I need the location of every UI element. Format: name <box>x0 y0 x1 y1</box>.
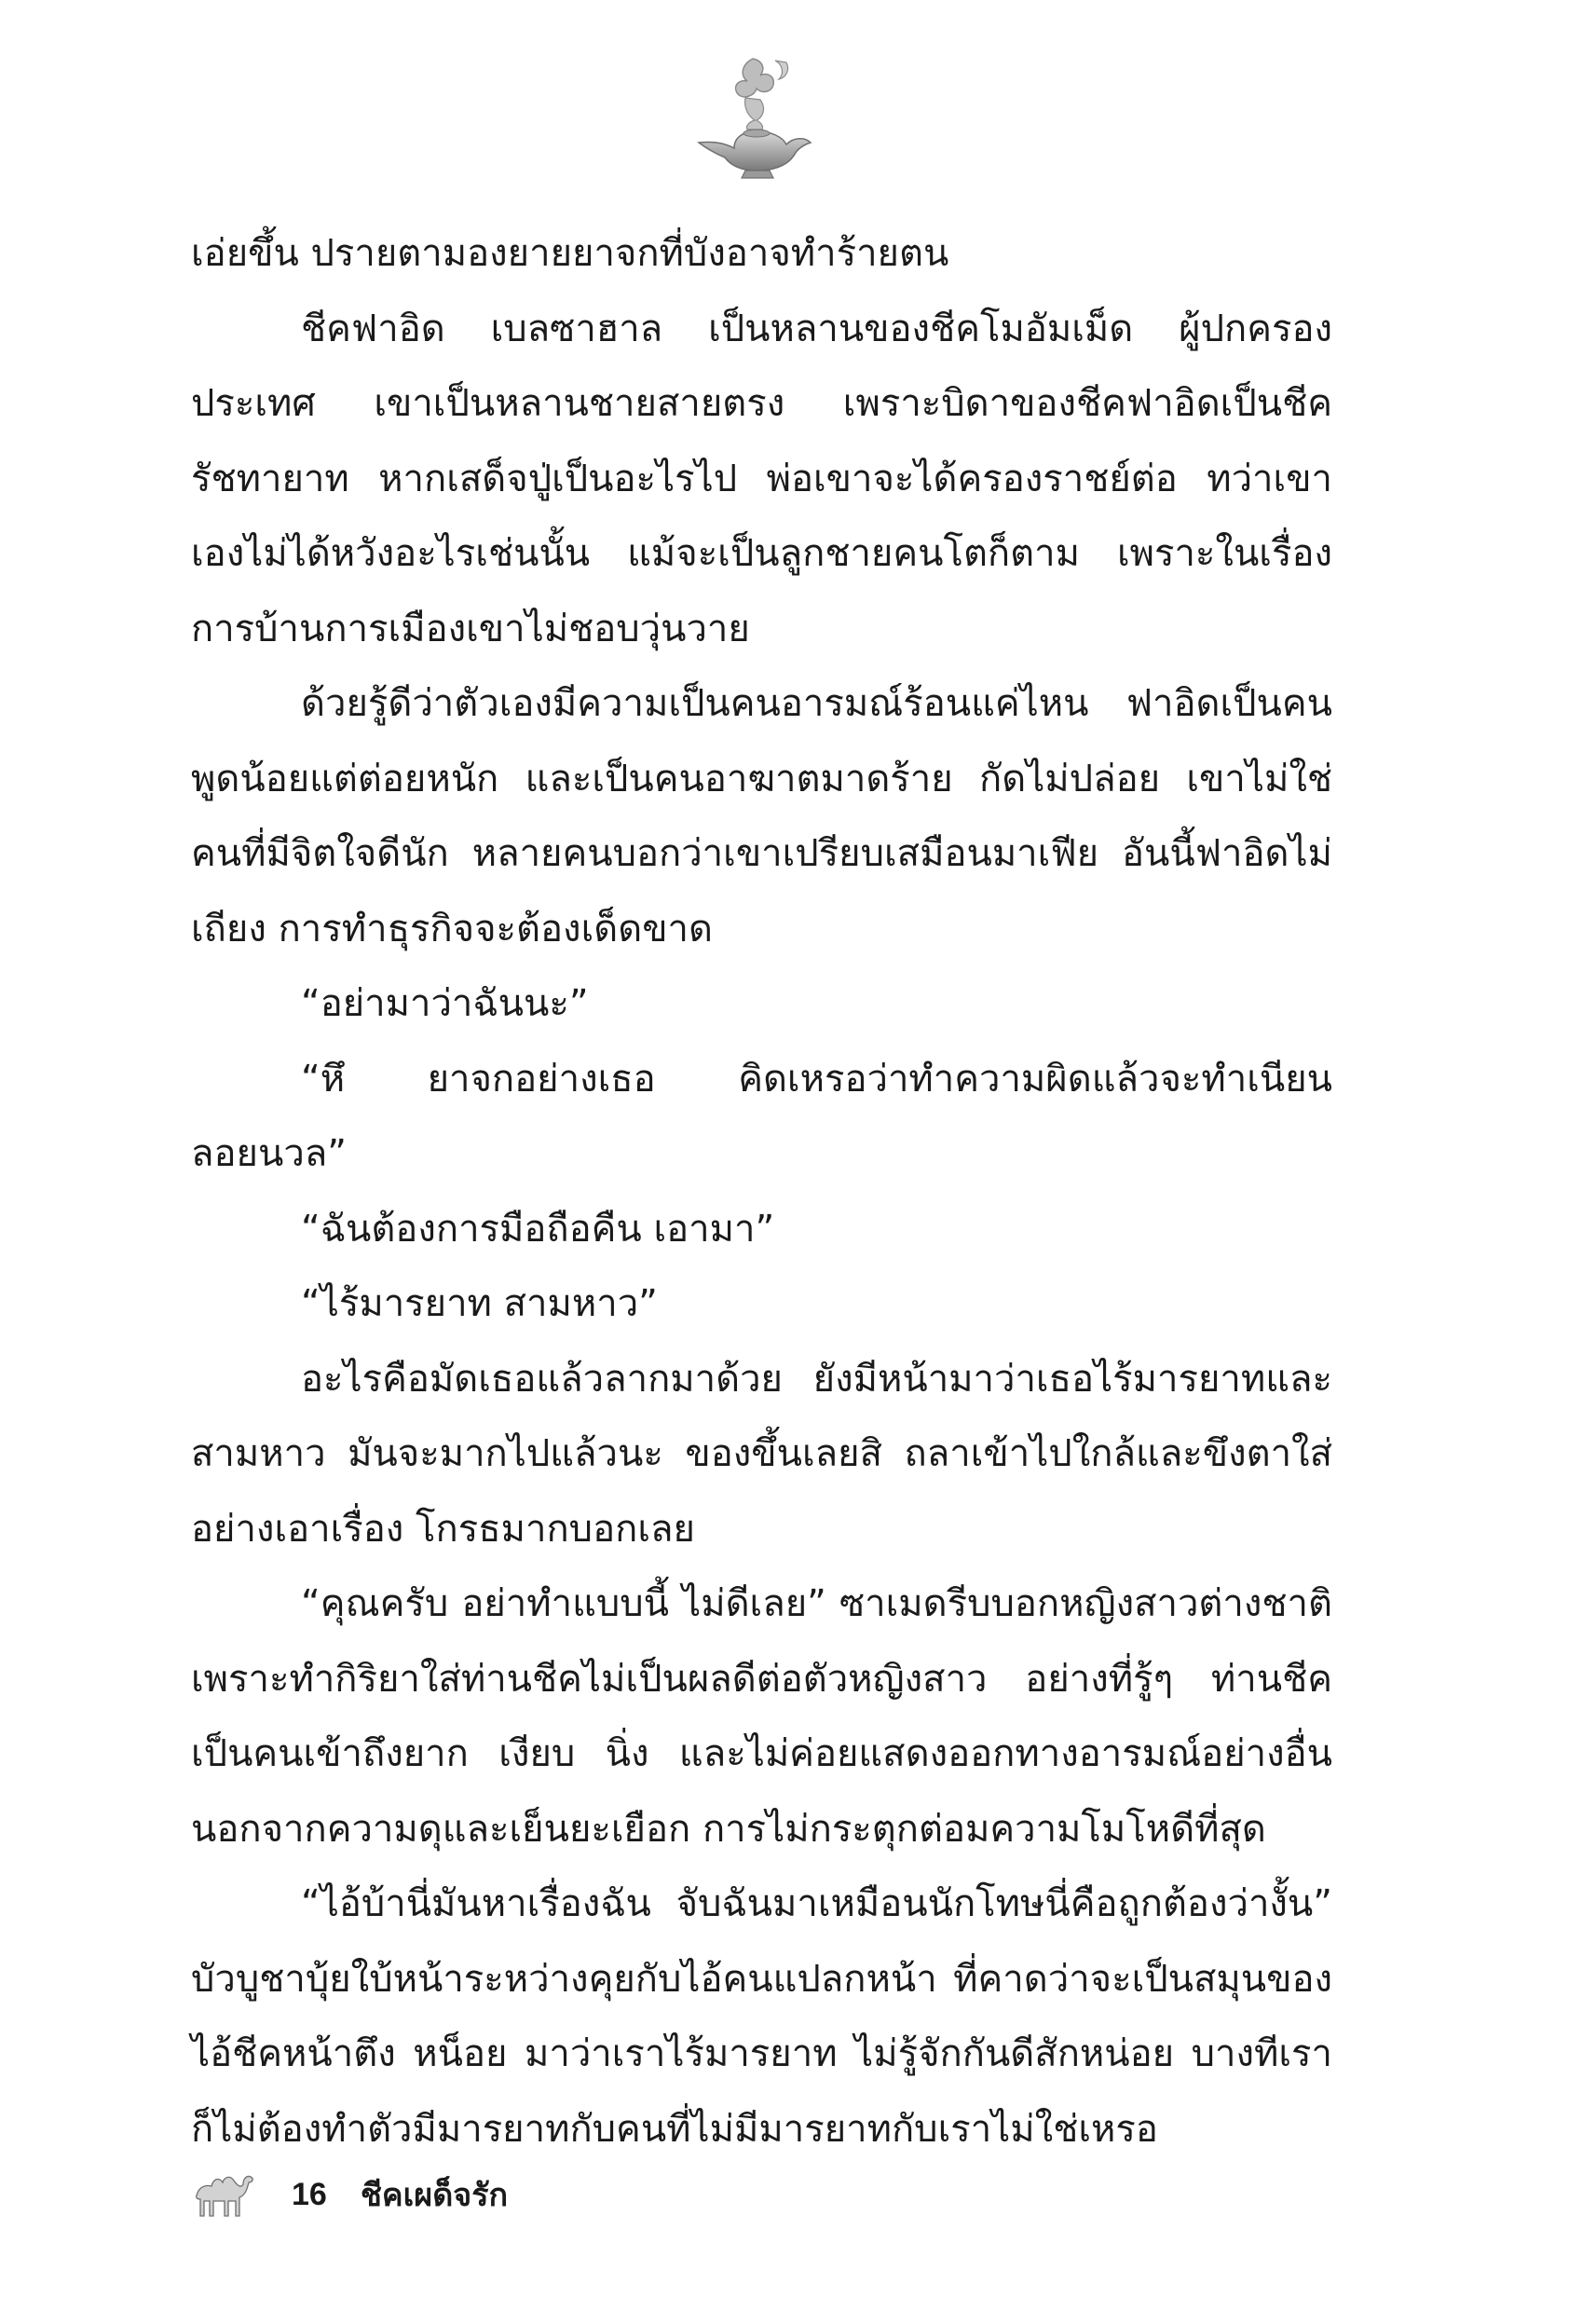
paragraph-6: “ฉันต้องการมือถือคืน เอามา” <box>301 1207 775 1251</box>
paragraph-4: “อย่ามาว่าฉันนะ” <box>301 982 589 1025</box>
body-text <box>191 216 1332 2167</box>
paragraph-9: “คุณครับ อย่าทำแบบนี้ ไม่ดีเลย” ซาเมดรีบบอกหญิงสาวต่างชาติ เพราะทำกิริยาใส่ท่านชีคไม่เป็นผลดีต่อตัวหญิงสาว อย่างที่รู้ๆ ท่านชีคเป็นคนเข้าถึงยาก เงียบ นิ่ง และไม่ค่อยแสดงออกทางอารมณ์อย่างอื่นนอกจากความดุและเย็นยะเยือก การไม่กระตุกต่อมความโมโหดีที่สุด <box>191 1582 1332 1851</box>
paragraph-7: “ไร้มารยาท สามหาว” <box>301 1282 658 1325</box>
paragraph-10: “ไอ้บ้านี่มันหาเรื่องฉัน จับฉันมาเหมือนนักโทษนี่คือถูกต้องว่างั้น” บัวบูชาบุ้ยใบ้หน้าระหว่างคุยกับไอ้คนแปลกหน้า ที่คาดว่าจะเป็นสมุนของไอ้ชีคหน้าตึง หน็อย มาว่าเราไร้มารยาท ไม่รู้จักกันดีสักหน่อย บางทีเราก็ไม่ต้องทำตัวมีมารยาทกับคนที่ไม่มีมารยาทกับเราไม่ใช่เหรอ <box>191 1882 1332 2151</box>
paragraph-3: ด้วยรู้ดีว่าตัวเองมีความเป็นคนอารมณ์ร้อนแค่ไหน ฟาอิดเป็นคนพูดน้อยแต่ต่อยหนัก และเป็นคนอาฆาตมาดร้าย กัดไม่ปล่อย เขาไม่ใช่คนที่มีจิตใจดีนัก หลายคนบอกว่าเขาเปรียบเสมือนมาเฟีย อันนี้ฟาอิดไม่เถียง การทำธุรกิจจะต้องเด็ดขาด <box>191 682 1332 950</box>
book-title: ชีคเผด็จรัก <box>360 2177 509 2214</box>
camel-icon <box>191 2167 256 2222</box>
paragraph-8: อะไรคือมัดเธอแล้วลากมาด้วย ยังมีหน้ามาว่าเธอไร้มารยาทและสามหาว มันจะมากไปแล้วนะ ของขึ้นเลยสิ ถลาเข้าไปใกล้และขึงตาใส่อย่างเอาเรื่อง โกรธมากบอกเลย <box>191 1357 1332 1551</box>
genie-lamp-icon <box>689 51 820 182</box>
page-footer <box>191 2157 508 2232</box>
paragraph-2: ชีคฟาอิด เบลซาฮาล เป็นหลานของชีคโมอัมเม็ด ผู้ปกครองประเทศ เขาเป็นหลานชายสายตรง เพราะบิดาของชีคฟาอิดเป็นชีครัชทายาท หากเสด็จปู่เป็นอะไรไป พ่อเขาจะได้ครองราชย์ต่อ ทว่าเขาเองไม่ได้หวังอะไรเช่นนั้น แม้จะเป็นลูกชายคนโตก็ตาม เพราะในเรื่องการบ้านการเมืองเขาไม่ชอบวุ่นวาย <box>191 307 1332 650</box>
paragraph-1: เอ่ยขึ้น ปรายตามองยายยาจกที่บังอาจทำร้ายตน <box>191 232 949 275</box>
page-number: 16 <box>292 2176 327 2212</box>
paragraph-5: “หึ ยาจกอย่างเธอ คิดเหรอว่าทำความผิดแล้วจะทำเนียนลอยนวล” <box>191 1057 1332 1175</box>
